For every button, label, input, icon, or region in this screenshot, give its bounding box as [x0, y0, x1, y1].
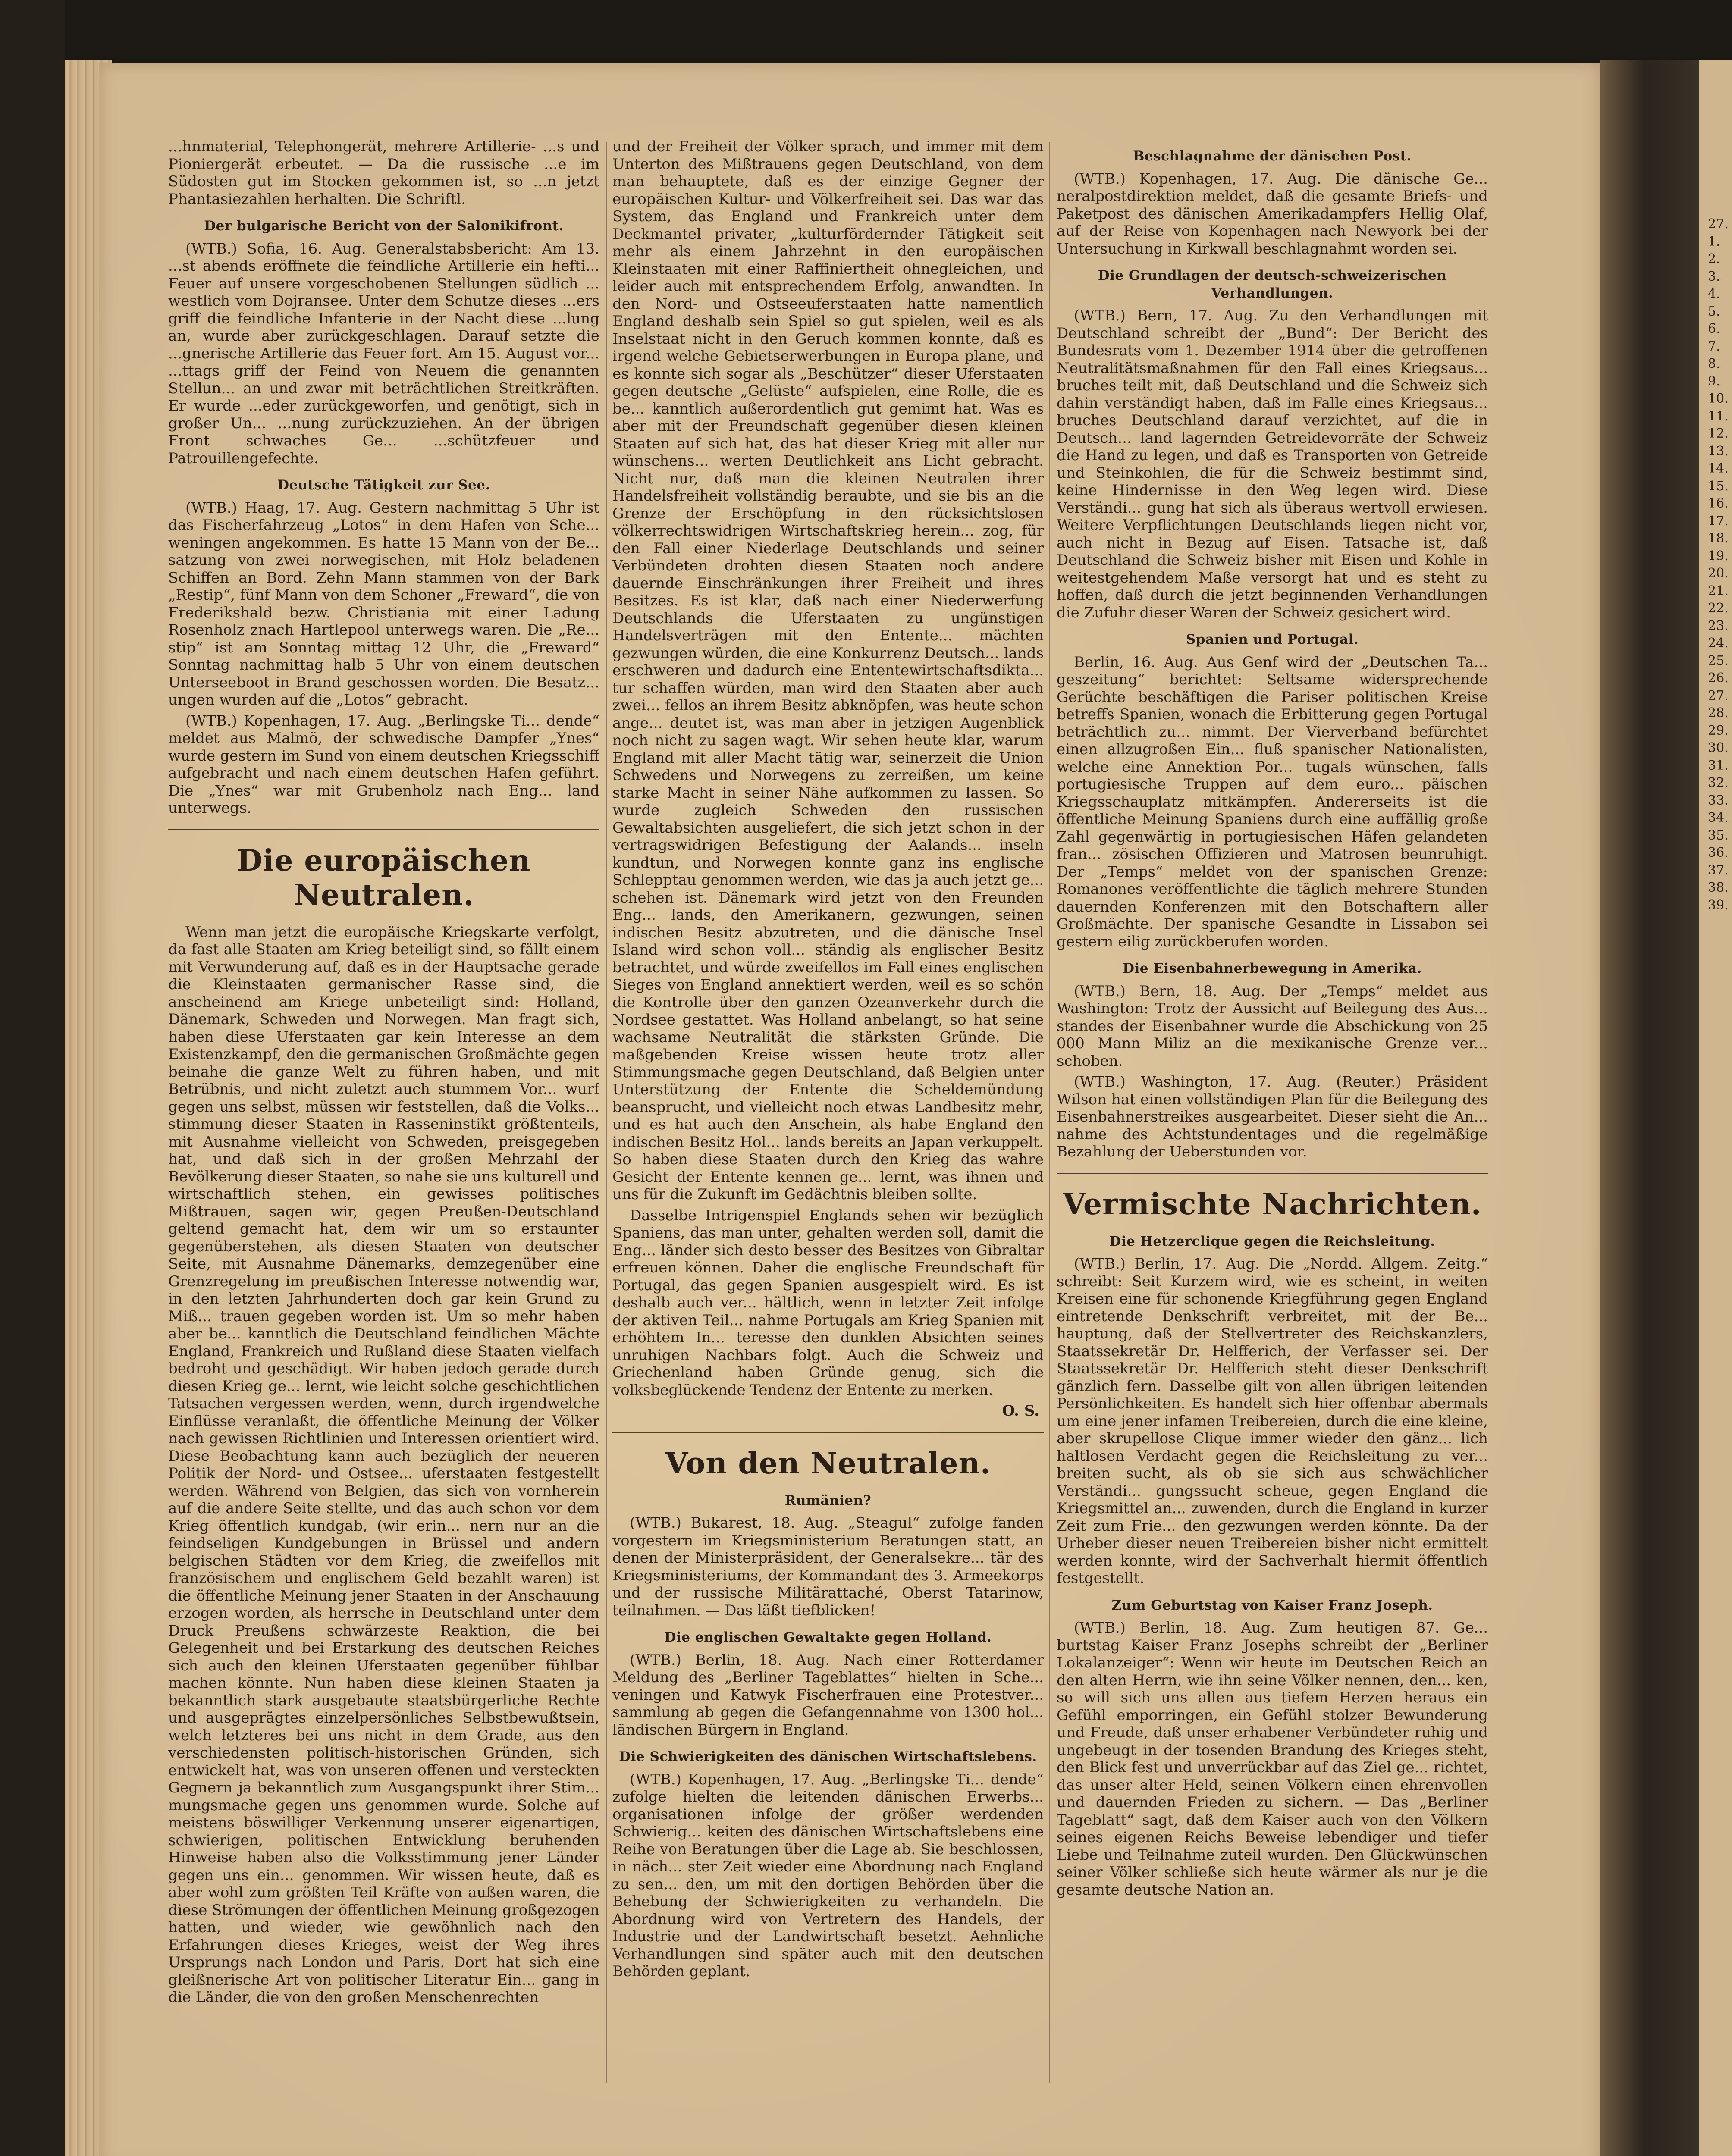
section-heading: Spanien und Portugal.: [1186, 632, 1359, 647]
section-heading: Die Schwierigkeiten des dänischen Wirtschaftslebens.: [619, 1749, 1037, 1764]
article-paragraph: (WTB.) Bern, 18. Aug. Der „Temps“ meldet aus Washington: Trotz der Aussicht auf Beilegung des Aus... standes der Eisenbahner wurde die Abschickung von 25 000 Mann Miliz an die mexikanische Grenze ver... schoben.: [1057, 982, 1488, 1070]
article-paragraph: (WTB.) Berlin, 18. Aug. Zum heutigen 87. Ge... burtstag Kaiser Franz Josephs schreibt der „Berliner Lokalanzeiger“: Wenn wir heute im Deutschen Reich an den alten Herrn, wie ihn seine Völker nennen, den... ken, so will sich uns allen aus tiefem Herzen heraus ein Gefühl emporringen, ein Gefühl stolzer Bewunderung und Freude, daß unser erhabener Verbündeter ruhig und ungebeugt in der tosenden Brandung des Krieges steht, den Blick fest und unverrückbar auf das Ziel ge... richtet, das unser alter Held, seinen Völkern einen ehrenvollen und dauernden Frieden zu sichern. — Das „Berliner Tageblatt“ sagt, daß dem Kaiser auch von den Völkern seines eigenen Reichs Beweise lebendiger und tiefer Liebe und Teilnahme zuteil wurden. Den Glückwünschen seiner Völker schließe sich heute wärmer als nur je die gesamte deutsche Nation an.: [1057, 1619, 1488, 1899]
margin-number: 34.: [1708, 810, 1729, 825]
margin-number: 9.: [1708, 373, 1720, 389]
margin-number: 21.: [1708, 583, 1729, 599]
margin-number: 12.: [1708, 426, 1729, 441]
margin-number: 25.: [1708, 653, 1729, 668]
headline: Die europäischen Neutralen.: [237, 843, 531, 912]
article-paragraph: Dasselbe Intrigenspiel Englands sehen wir bezüglich Spaniens, das man unter, gehalten werden soll, damit die Eng... länder sich desto besser des Besitzes von Gibraltar erfreuen können. Daher die englische Freundschaft für Portugal, das gegen Spanien ausgespielt wird. Es ist deshalb auch ver... hältlich, wenn in letzter Zeit infolge der aktiven Teil... nahme Portugals am Krieg Spanien mit erhöhtem In... teresse den dunklen Absichten seines unruhigen Nachbars folgt. Auch die Schweiz und Griechenland haben Gründe genug, sich die volksbeglückende Tendenz der Entente zu merken.: [612, 1206, 1044, 1399]
margin-number: 16.: [1708, 496, 1729, 511]
margin-number: 22.: [1708, 601, 1729, 616]
margin-number: 3.: [1708, 269, 1720, 284]
scan-background-top: [0, 0, 1732, 58]
margin-number: 7.: [1708, 338, 1720, 354]
margin-number: 10.: [1708, 391, 1729, 406]
section-heading: Der bulgarische Bericht von der Salonikifront.: [204, 218, 564, 234]
section-heading: Deutsche Tätigkeit zur See.: [277, 477, 490, 493]
margin-number: 5.: [1708, 304, 1720, 319]
scan-background-left: [0, 0, 65, 2156]
article-paragraph: (WTB.) Bukarest, 18. Aug. „Steagul“ zufolge fanden vorgestern im Kriegsministerium Beratungen statt, an denen der Ministerpräsident, der Generalsekre... tär des Kriegsministeriums, der Kommandant des 3. Armeekorps und der russische Militärattaché, Oberst Tatarinow, teilnahmen. — Das läßt tiefblicken!: [612, 1514, 1044, 1619]
margin-number: 4.: [1708, 286, 1720, 301]
section-separator: [1057, 1173, 1488, 1174]
margin-number: 29.: [1708, 723, 1729, 738]
margin-number: 15.: [1708, 478, 1729, 494]
section-heading: Rumänien?: [784, 1492, 872, 1508]
section-separator: [168, 829, 599, 830]
article-paragraph: (WTB.) Sofia, 16. Aug. Generalstabsbericht: Am 13. ...st abends eröffnete die feindliche Artillerie ein hefti... Feuer auf unsere vorgeschobenen Stellungen südlich ... westlich vom Dojransee. Unter dem Schutze dieses ...ers griff die feindliche Infanterie in der Nacht diese ...lung an, wurde aber zurückgeschlagen. Darauf setzte die ...gnerische Artillerie das Feuer fort. Am 15. August vor... ...ttags griff der Feind von Neuem die genannten Stellun... an und zwar mit beträchtlichen Streitkräften. Er wurde ...eder zurückgeworfen, und genötigt, sich in großer Un... ...nung zurückzuziehen. An der übrigen Front schwaches Ge... ...schützfeuer und Patrouillengefechte.: [168, 240, 599, 467]
section-heading: Beschlagnahme der dänischen Post.: [1133, 148, 1412, 164]
adjacent-page-numbers: [1708, 216, 1732, 914]
article-paragraph: Wenn man jetzt die europäische Kriegskarte verfolgt, da fast alle Staaten am Krieg beteiligt sind, so fällt einem mit Verwunderung auf, daß es in der Hauptsache gerade die Kleinstaaten germanischer Rasse sind, die anscheinend am Kriege unbeteiligt sind: Holland, Dänemark, Schweden und Norwegen. Man fragt sich, haben diese Uferstaaten gar kein Interesse an dem Existenzkampf, den die germanischen Großmächte gegen beinahe die ganze Welt zu führen haben, und mit Betrübnis, und nicht zuletzt auch stummem Vor... wurf gegen uns selbst, müssen wir feststellen, daß die Volks... stimmung dieser Staaten in Rasseninstikt größtenteils, mit Ausnahme vielleicht von Schweden, preisgegeben hat, und daß sich in der großen Mehrzahl der Bevölkerung dieser Staaten, so nahe sie uns kulturell und wirtschaftlich stehen, ein gewisses politisches Mißtrauen, sagen wir, gegen Preußen-Deutschland geltend gemacht hat, dem wir um so erstaunter gegenüberstehen, als diesen Staaten von deutscher Seite, mit Ausnahme Dänemarks, demzegenüber eine Grenzregelung im preußischen Interesse notwendig war, in den letzten Jahrhunderten doch gar kein Grund zu Miß... trauen gegeben worden ist. Um so mehr haben aber be... kanntlich die Deutschland feindlichen Mächte England, Frankreich und Rußland diese Staaten vielfach bedroht und geschädigt. Wir haben jedoch gerade durch diesen Krieg ge... lernt, wie leicht solche geschichtlichen Tatsachen vergessen werden, wenn, durch irgendwelche Einflüsse veranlaßt, die öffentliche Meinung der Völker nach gewissen Richtlinien und Interessen orientiert wird. Diese Beobachtung kann auch bezüglich der neueren Politik der Nord- und Ostsee... uferstaaten festgestellt werden. Während von Belgien, das sich von vornherein auf die andere Seite stellte, und das auch schon vor dem Krieg öffentlich kundgab, (wir erin... nern nur an die feindseligen Kundgebungen in Brüssel und andern belgischen Städten vor dem Krieg, die zweifellos mit französischem und englischem Geld bezahlt waren) ist die öffentliche Meinung jener Staaten in der Anschauung erzogen worden, als herrsche in Deutschland unter dem Druck Preußens schwärzeste Reaktion, die bei Gelegenheit und bei Erstarkung des deutschen Reiches sich auch den kleinen Uferstaaten gegenüber fühlbar machen könnte. Nun haben diese kleinen Staaten ja bekanntlich stark ausgebaute staatsbürgerliche Rechte und ausgeprägtes einzelpersönliches Selbstbewußtsein, welch letzteres bei uns nicht in dem Grade, aus den verschiedensten politisch-historischen Gründen, sich entwickelt hat, was von unseren offenen und versteckten Gegnern ja bekanntlich zum Ausgangspunkt ihrer Stim... mungsmache gegen uns genommen wurde. Solche auf meistens böswilliger Verkennung unserer eigenartigen, schwierigen, politischen Entwicklung beruhenden Hinweise haben also die Volksstimmung jener Länder gegen uns ein... genommen. Wir wissen heute, daß es aber wohl zum größten Teil Kräfte von außen waren, die diese Strömungen der öffentlichen Meinung großgezogen hatten, und wieder, wie gewöhnlich nach den Erfahrungen dieses Krieges, weist der Weg ihres Ursprungs nach London und Paris. Dort hat sich eine gleißnerische Art von politischer Literatur Ein... gang in die Länder, die von den großen Menschenrechten: [168, 923, 599, 2006]
column-rule: [1049, 142, 1050, 2083]
margin-number: 26.: [1708, 671, 1729, 686]
margin-number: 30.: [1708, 740, 1729, 755]
section-heading: Zum Geburtstag von Kaiser Franz Joseph.: [1111, 1597, 1433, 1613]
margin-number: 2.: [1708, 251, 1720, 266]
section-heading: Die Hetzerclique gegen die Reichsleitung.: [1109, 1233, 1435, 1249]
margin-number: 20.: [1708, 566, 1729, 581]
section-heading: Die Eisenbahnerbewegung in Amerika.: [1123, 961, 1422, 976]
article-paragraph: (WTB.) Berlin, 17. Aug. Die „Nordd. Allgem. Zeitg.“ schreibt: Seit Kurzem wird, wie es scheint, in weiten Kreisen eine für schonende Kriegführung gegen England eintretende Denkschrift verbreitet, mit der Be... hauptung, daß der Stellvertreter des Reichskanzlers, Staatssekretär Dr. Helfferich, der Verfasser sei. Der Staatssekretär Dr. Helfferich steht dieser Denkschrift gänzlich fern. Dasselbe gilt von allen übrigen leitenden Persönlichkeiten. Es handelt sich hier offenbar abermals um eine jener infamen Treibereien, durch die eine kleine, aber skrupellose Clique immer wieder den gänz... lich haltlosen Verdacht gegen die Reichsleitung zu ver... breiten sucht, als ob sie sich aus schwächlicher Verständi... gungssucht scheue, gegen England die Kriegsmittel an... zuwenden, durch die England in kurzer Zeit zum Frie... den gezwungen werden könnte. Da der Urheber dieser neuen Treibereien bisher nicht ermittelt werden konnte, wird der Sachverhalt hiermit öffentlich festgestellt.: [1057, 1255, 1488, 1587]
article-paragraph: (WTB.) Haag, 17. Aug. Gestern nachmittag 5 Uhr ist das Fischerfahrzeug „Lotos“ in dem Hafen von Sche... weningen angekommen. Es hatte 15 Mann von der Be... satzung von zwei norwegischen, mit Holz beladenen Schiffen an Bord. Zehn Mann stammen von der Bark „Restip“, fünf Mann von dem Schoner „Freward“, die von Frederikshald bezw. Christiania mit einer Ladung Rosenholz znach Hartlepool unterwegs waren. Die „Re... stip“ ist am Sonntag mittag 12 Uhr, die „Freward“ Sonntag nachmittag halb 5 Uhr von einem deutschen Unterseeboot in Brand geschossen worden. Die Besatz... ungen wurden auf die „Lotos“ gebracht.: [168, 499, 599, 708]
margin-number: 24.: [1708, 636, 1729, 651]
margin-number: 6.: [1708, 321, 1720, 336]
section-heading: Die englischen Gewaltakte gegen Holland.: [664, 1630, 992, 1645]
margin-number: 38.: [1708, 880, 1729, 895]
article-paragraph: (WTB.) Kopenhagen, 17. Aug. Die dänische Ge... neralpostdirektion meldet, daß die gesamte Briefs- und Paketpost des dänischen Amerikadampfers Hellig Olaf, auf der Reise von Kopenhagen nach Newyork bei der Untersuchung in Kirkwall beschlagnahmt worden sei.: [1057, 170, 1488, 257]
margin-number: 31.: [1708, 758, 1729, 773]
headline: Vermischte Nachrichten.: [1063, 1187, 1482, 1222]
margin-number: 19.: [1708, 548, 1729, 564]
margin-number: 32.: [1708, 775, 1729, 790]
margin-number: 33.: [1708, 793, 1729, 808]
margin-number: 27.: [1708, 216, 1729, 232]
headline: Von den Neutralen.: [665, 1446, 991, 1481]
margin-number: 39.: [1708, 897, 1729, 913]
margin-number: 13.: [1708, 443, 1729, 459]
column-right: [1057, 138, 1488, 1902]
margin-number: 8.: [1708, 356, 1720, 371]
margin-number: 1.: [1708, 234, 1720, 249]
column-left: [168, 138, 599, 2010]
binding-gutter: [1600, 60, 1699, 2156]
article-continuation: ...hnmaterial, Telephongerät, mehrere Artillerie- ...s und Pioniergerät erbeutet. — Da die russische ...e im Südosten gut im Stocken gekommen ist, so ...n jetzt Phantasiezahlen herhalten. Die Schriftl.: [168, 138, 599, 208]
article-paragraph: (WTB.) Kopenhagen, 17. Aug. „Berlingske Ti... dende“ meldet aus Malmö, der schwedische Dampfer „Ynes“ wurde gestern im Sund von einem deutschen Kriegsschiff aufgebracht und nach einem deutschen Hafen geführt. Die „Ynes“ war mit Grubenholz nach Eng... land unterwegs.: [168, 712, 599, 817]
margin-number: 11.: [1708, 408, 1729, 424]
article-continuation: und der Freiheit der Völker sprach, und immer mit dem Unterton des Mißtrauens gegen Deutschland, von dem man behauptete, daß es der einzige Gegner der europäischen Kultur- und Völkerfreiheit sei. Das war das System, das England und Frankreich unter dem Deckmantel privater, „kulturfördernder Tätigkeit seit mehr als einem Jahrzehnt in den europäischen Kleinstaaten mit einer Raffiniertheit ohnegleichen, und leider auch mit entsprechendem Erfolg, anwandten. In den Nord- und Ostseeuferstaaten hatte namentlich England deshalb sein Spiel so gut spielen, weil es als Inselstaat nicht in den Geruch kommen konnte, daß es irgend welche Gebietserwerbungen in Europa plane, und es konnte sich sogar als „Beschützer“ dieser Uferstaaten gegen deutsche „Gelüste“ aufspielen, eine Rolle, die es be... kanntlich außerordentlich gut gemimt hat. Was es aber mit der Freundschaft gegenüber diesen kleinen Staaten auf sich hat, das hat dieser Krieg mit aller nur wünschens... werten Deutlichkeit ans Licht gebracht. Nicht nur, daß man die kleinen Neutralen ihrer Handelsfreiheit vollständig beraubte, und sie bis an die Grenze der Erschöpfung in den rücksichtslosen völkerrechtswidrigen Wirtschaftskrieg herein... zog, für den Fall einer Niederlage Deutschlands und seiner Verbündeten drohten diesen Staaten noch andere dauernde Einschränkungen ihrer Freiheit und ihres Besitzes. Es ist klar, daß nach einer Niederwerfung Deutschlands die Uferstaaten zu ungünstigen Handelsverträgen mit den Entente... mächten gezwungen würden, die eine Konkurrenz Deutsch... lands erschweren und dadurch eine Ententewirtschaftsdikta... tur schaffen würden, man wird den Staaten aber auch zwei... fellos an ihrem Besitz abknöpfen, was heute schon ange... deutet ist, was man aber in jetzigen Augenblick noch nicht zu sagen wagt. Wir sehen heute klar, warum England mit aller Macht tätig war, seinerzeit die Union Schwedens und Norwegens zu zerreißen, um keine starke Macht in seiner Nähe aufkommen zu lassen. So wurde zugleich Schweden den russischen Gewaltabsichten ausgeliefert, die sich jetzt schon in der vertragswidrigen Befestigung der Aalands... inseln kundtun, und Norwegen konnte ganz ins englische Schlepptau genommen werden, wie das ja auch jetzt ge... schehen ist. Dänemark wird jetzt von den Freunden Eng... lands, den Amerikanern, gezwungen, seinen indischen Besitz abzutreten, und die dänische Insel Island wird schon voll... ständig als englischer Besitz betrachtet, und würde zweifellos im Fall eines englischen Sieges von England annektiert werden, weil es so schön die Kontrolle über den ganzen Ozeanverkehr durch die Nordsee gestattet. Was Holland anbelangt, so hat seine wachsame Neutralität die stärksten Gründe. Die maßgebenden Kreise wissen heute trotz aller Stimmungsmache gegen Deutschland, daß Belgien unter Unterstützung der Entente die Scheldemündung beansprucht, und vielleicht noch etwas Landbesitz mehr, und es hat auch den Anschein, als habe England den indischen Besitz Hol... lands bereits an Japan verkuppelt. So haben diese Staaten durch den Krieg das wahre Gesicht der Entente kennen ge... lernt, was ihnen und uns für die Zukunft im Gedächtnis bleiben sollte.: [612, 138, 1044, 1203]
column-middle: [612, 138, 1044, 1984]
margin-number: 27.: [1708, 688, 1729, 703]
margin-number: 35.: [1708, 827, 1729, 843]
author-signature: O. S.: [1002, 1402, 1039, 1420]
section-separator: [612, 1432, 1044, 1433]
margin-number: 17.: [1708, 513, 1729, 529]
article-paragraph: Berlin, 16. Aug. Aus Genf wird der „Deutschen Ta... geszeitung“ berichtet: Seltsame widersprechende Gerüchte beschäftigen die Pariser politischen Kreise betreffs Spanien, wonach die Erbitterung gegen Portugal beträchtlich zu... nimmt. Der Vierverband befürchtet einen allzugroßen Ein... fluß spanischer Nationalisten, welche eine Annektion Por... tugals wünschen, falls portugiesische Truppen auf dem euro... päischen Kriegsschauplatz mitkämpfen. Andererseits ist die öffentliche Meinung Spaniens durch eine auffällig große Zahl gegenwärtig in portugiesischen Häfen gelandeten fran... zösischen Offizieren und Matrosen beunruhigt. Der „Temps“ meldet von der spanischen Grenze: Romanones veröffentlichte die täglich mehrere Stunden dauernden Konferenzen mit den Botschaftern aller Großmächte. Der spanische Gesandte in Lissabon sei gestern eilig zurückberufen worden.: [1057, 653, 1488, 950]
margin-number: 36.: [1708, 845, 1729, 860]
margin-number: 23.: [1708, 618, 1729, 633]
article-paragraph: (WTB.) Washington, 17. Aug. (Reuter.) Präsident Wilson hat einen vollständigen Plan für die Beilegung des Eisenbahnerstreikes ausgearbeitet. Dieser sieht die An... nahme des Achtstundentages und die regelmäßige Bezahlung der Ueberstunden vor.: [1057, 1073, 1488, 1160]
margin-number: 18.: [1708, 531, 1729, 546]
column-rule: [606, 142, 607, 2083]
margin-number: 28.: [1708, 705, 1729, 721]
article-paragraph: (WTB.) Berlin, 18. Aug. Nach einer Rotterdamer Meldung des „Berliner Tageblattes“ hielten in Sche... veningen und Katwyk Fischerfrauen eine Protestver... sammlung ab gegen die Gefangennahme von 1300 hol... ländischen Bürgern in England.: [612, 1651, 1044, 1739]
margin-number: 14.: [1708, 461, 1729, 476]
article-paragraph: (WTB.) Bern, 17. Aug. Zu den Verhandlungen mit Deutschland schreibt der „Bund“: Der Bericht des Bundesrats vom 1. Dezember 1914 über die getroffenen Neutralitätsmaßnahmen für den Fall eines Kriegsaus... bruches teilt mit, daß Deutschland und die Schweiz sich dahin verständigt haben, daß im Falle eines Kriegsaus... bruches Deutschland darauf verzichtet, auf die in Deutsch... land lagernden Getreidevorräte der Schweiz die Hand zu legen, und daß es Transporten von Getreide und Steinkohlen, die für die Schweiz bestimmt sind, keine Hindernisse in den Weg legen wird. Diese Verständi... gung hat sich als überaus wertvoll erwiesen. Weitere Verpflichtungen Deutschlands liegen nicht vor, auch nicht in Bezug auf Eisen. Tatsache ist, daß Deutschland die Schweiz bisher mit Eisen und Kohle in weitestgehendem Maße versorgt hat und es steht zu hoffen, daß durch die jetzt beginnenden Verhandlungen die Zufuhr dieser Waren der Schweiz gesichert wird.: [1057, 307, 1488, 621]
section-heading: Die Grundlagen der deutsch-schweizerischen Verhandlungen.: [1098, 268, 1447, 301]
margin-number: 37.: [1708, 862, 1729, 878]
article-paragraph: (WTB.) Kopenhagen, 17. Aug. „Berlingske Ti... dende“ zufolge hielten die leitenden dänischen Erwerbs... organisationen infolge der größer werdenden Schwierig... keiten des dänischen Wirtschaftslebens eine Reihe von Beratungen über die Lage ab. Sie beschlossen, in näch... ster Zeit wieder eine Abordnung nach England zu sen... den, um mit den dortigen Behörden über die Behebung der Schwierigkeiten zu verhandeln. Die Abordnung wird von Vertretern des Handels, der Industrie und der Landwirtschaft besetzt. Aehnliche Verhandlungen sind später auch mit den deutschen Behörden geplant.: [612, 1771, 1044, 1980]
